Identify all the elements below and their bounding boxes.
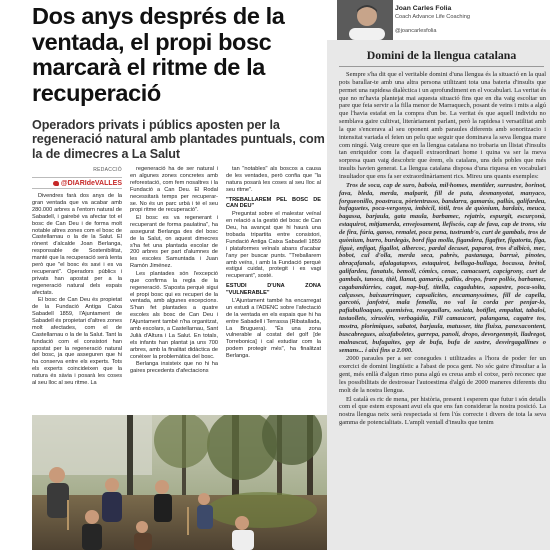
twitter-handle-text: @DIARIdeVALLES [60, 179, 122, 187]
forest-planting-photo [32, 415, 327, 550]
author-avatar [337, 0, 393, 40]
byline-redaccio: REDACCIÓ [93, 167, 122, 173]
author-box [327, 0, 550, 40]
section-heading: "TREBALLAREM PEL BOSC DE CAN DEU" [226, 196, 321, 210]
section-heading: ESTUDI D'UNA ZONA "VULNERABLE" [226, 283, 321, 297]
article-subheadline: Operadors privats i públics aposten per la regeneració natural amb plantades puntuals, com la de dimecres a La Salut [32, 118, 325, 161]
title-divider [339, 66, 544, 67]
article-paragraph: Berlanga insisteix que no hi ha gaires precedents d'afectacions [130, 361, 218, 375]
author-handle[interactable]: @joancarlesfolia [395, 28, 437, 34]
column-paragraph: Sempre s'ha dit que el veritable domini d'una llengua és la situació en la qual pots barallar-te amb una altra persona utilitzant tota una bateria d'insults que permet una rapidesa dialèctica i un aprofundiment en el vocabulari. La veritat és que no m'havia plantejat mai aquesta situació fins que en dia vaig escoltar un pare que feia servir a la filla menor de Marraquech, posant de veins i mits a algú que l'havia estafat en la compra d'un be. La veritat és que aquell individu no semblava gaire cultivat, literàriament parlant, però la rapidesa i versatilitat amb la que s'encerava al seu oponent amb paraules diferents amb sonoritzacio i intensitat variada el feien un pelu que seguir que dominava la seva llengua mare com ningú. Vaig creure que en la llengua catalana no trobaria un llistat d'insults tan enriquidor com la d'aquell extraordinari home i quina va ser la meva sorpresa quan vaig descobrir que èrem, els catalans, uns dels pobles que més insults havien generat. La llengua catalana disposa d'una riquesa en vocabulari insultador que ens fa ser extraordinàriament rics. Mireu uns quants exemples: [339, 71, 546, 180]
article-column-2 [130, 166, 218, 406]
author-portrait-icon [337, 0, 393, 40]
author-role: Coach Advance Life Coaching [395, 14, 470, 20]
article-paragraph: El bosc es va regenerant i recuperant de forma paulatina", ha assegurat Berlanga des del bosc de la Salut, on aquest dimecres s'ha fet una plantada escolar de 200 arbres per part d'alumnes de les escoles Samuntada i Juan Ramón Jiménez. [130, 214, 218, 270]
article-paragraph: regeneració ha de ser natural i en algunes zones concretes amb reforestació, com fem nosaltres i la Fundació a Can Deu. El Rodal necessitarà temps per recuperar-se. No és un parc urbà i té el seu propi ritme de recuperació". [130, 166, 218, 214]
twitter-bird-icon [53, 181, 59, 186]
article-photo [32, 415, 327, 550]
article-headline: Dos anys després de la ventada, el propi bosc marcarà el ritme de la recuperació [32, 3, 285, 106]
article-paragraph: tan "notables" als boscos a causa de les ventades, però confia que "la natura posarà les coses al seu lloc al seu ritme". [226, 166, 321, 193]
article-column-3 [226, 166, 321, 406]
article-paragraph: El bosc de Can Deu és propietat de la Fundació Antiga Caixa Sabadell 1859, l'Ajuntament de Sabadell és propietari d'altres zones molt afectades, com el de Castellarnau o la de la Salut. Tant la fundació com el consistori han apostat per la regeneració natural del bosc, ja que asseguren que hi ha conserva entre els experts. Tots els experts coincideixen que la natura és sàvia i posarà les coses al seu lloc al seu ritme. La [32, 297, 122, 387]
article-paragraph: Les plantades són l'excepció que confirma la regla de la regeneració. S'aposta perquè sigui el propi bosc qui es recuperi de la ventada, amb algunes excepcions. S'han fet plantades a quatre escoles als bosc de Can Deu i l'Ajuntament també n'ha organitzat, amb escolars, a Castellarnau, Sant Julià d'Altura i La Salut. En totals, els infants han plantat ja uns 700 arbres, amb la finalitat didàctica de conèixer la problemàtica del bosc. [130, 270, 218, 360]
article-paragraph: Divendres farà dos anys de la gran ventada que va acabar amb 280.000 arbres a l'entorn natural de Sabadell, i gairebé va afectar tot el bosc de Can Deu i de forma molt notable altres zones com el bosc de Castellarnau o la de la Salut. El rònent d'alcalde Joan Berlanga, responsable de Sostenibilitat, manté que la recuperació serà lenta però que "el bosc és savi i es va recuperant". Operadors públics i privats han apostat per a la regeneració natural dels espais afectats. [32, 193, 122, 296]
article-paragraph: Preguntat sobre el malestar veïnal en relació a la gestió del bosc de Can Deu, ha avançat que hi haurà una trobada tripartita entre consistori, Fundació Antiga Caixa Sabadell 1859 i plataformes veïnals abans d'acabar l'any per buscar punts. "Treballarem amb veïns, i amb la Fundació perquè estigui cuidat, protegit i es vagi recuperant", sosté. [226, 211, 321, 280]
article-column-1 [32, 193, 122, 415]
twitter-handle[interactable] [32, 177, 122, 189]
insult-word-list: Tros de soca, cap de suro, baboia, mil·homes, mentider, surrastre, borinot, fava, bleda, merda, malparit, fill de puta, desmanyotat, manyaco, forgueonillo, poastruca, pòrtentrasso, bandarra, gamarús, pallús, galifardeu, bufaguetes, poca-vergonya, imbècil, tòtil, tros de quònium, bardaix, meuca, bagassa, barjaula, gata maula, barbamec, rejatrix, espurgit, escurçonà, estaquirot, mitjamerda, envejosament, llefiscós, cap de fava, cap de trons, viu de fira, fúria, ganso, remalet, poca pena, tustrumb'o, curt de gambals, tros de quònium, burro, burdegàs, bord figa molla, figandera, figafter, figatorta, figa, figuè, enfigat, figallot, albercoc, pardal decuset, paparot, tros d'albicò, mec, bobot, cul d'olla, merda seca, pabrès, pastanaga, barruè, pinotes, abraçafanals, afalagatapves, estaquirot, belluga-bullaga, bocassa, brètol, galifardeu, fanatuls, bemoll, cómics, cenac, camacuert, capcigrony, curt de gambals, tanoca, titèl, llanut, gamarús, pallús, dropo, frare pollós, barbamec, cagabandúrries, cagat, nap-buf, titella, cagadubtes, sapastre, poca-solta, calçasses, baixaurrinquer, capsalicites, encamanyssimes, fill de capella, garcotó, janfotré, mala femella, no val la corda per penjar-lo, pafiabulloaques, quemisiva, rosegaullars, sociata, botiflet, empaltat, tabaloi, tastaollets, xiruolén, verbagàdia, Fill camaucort, palangana, cagatre tos, mostra, plorimiques, sabatot, barjaula, matusser, tita fluixa, panexacontent, buscabregues, aixafaboletes, garrepa, panoli, dropo, devorgenmyit, lladregot, malnascut, bufagaites, gep de bufa, bufa de sastre, desvirgagallines o semans... i així fins a 2.000. [339, 181, 546, 354]
article-paragraph: L'Ajuntament també ha encarregat un estudi a l'ADENC sobre l'afectació de la ventada en els espais que hi ha entre Sabadell i Terrassa (Ribatallada, La Bruguera). "És una zona vulnerable al costat del golf [de Torrebonica] i cal estudiar com la podem protegir més", ha finalitzat Berlanga. [226, 297, 321, 360]
author-name: Joan Carles Folia [395, 5, 452, 12]
column-body [339, 71, 546, 550]
opinion-column [327, 0, 550, 550]
column-paragraph: 2000 paraules per a ser conegudes i utilitzades a l'hora de poder fer un exercici de domini lingüístic a l'abast de poca gent. No sóc gaire d'insultar a la gent, més enllà d'algun rimo puna algú es creua amb el cotxe, però reconec que les possibilitats de destrossar l'autoestima d'algú de 2000 maneres diferents diu molt de la nostra llengua. [339, 355, 546, 394]
column-title: Domini de la llengua catalana [366, 48, 517, 62]
column-paragraph: El català es ric de mena, per història, present i esperem que futur i són detalls com el que estem exposant avui els que ens fan considerar la nostra posició. La nostra llengua neix serà respectada si fem l'ús correcte i divers de tota la seva gamma de potencialitats. L'ampli ventall d'insults que tenim [339, 395, 546, 427]
